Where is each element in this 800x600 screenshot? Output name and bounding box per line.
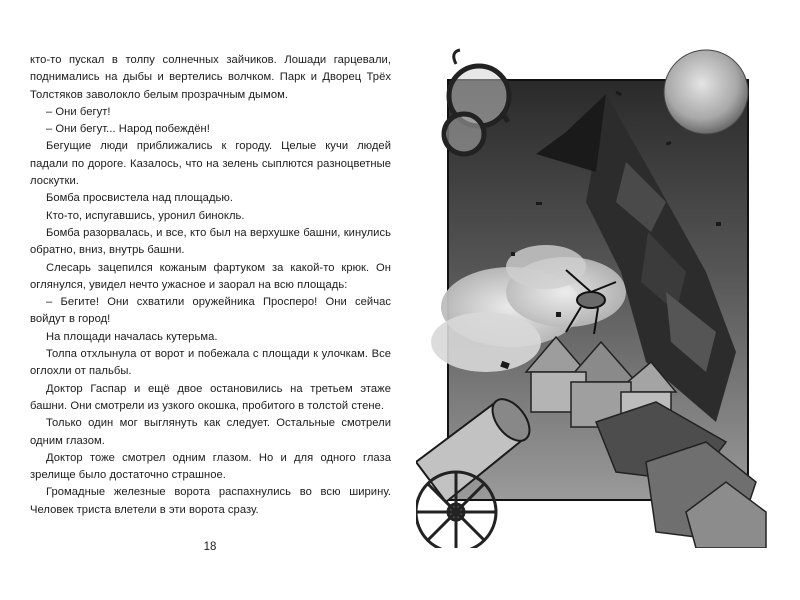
illustration <box>416 42 780 548</box>
paragraph: Кто-то, испугавшись, уронил бинокль. <box>46 209 245 222</box>
paragraph: Доктор Гаспар и ещё двое остановились на третьем этаже башни. Они смотрели из узкого окошка, пробитого в толстой стене. <box>30 382 391 412</box>
page-number: 18 <box>203 541 217 553</box>
paragraph: Бегущие люди приближались к городу. Целые кучи людей падали по дороге. Казалось, что на зелень сыплются разноцветные лоскутки. <box>30 140 391 188</box>
paragraph: – Они бегут... Народ побеждён! <box>46 123 210 136</box>
paragraph: Бомба разорвалась, и все, кто был на верхушке башни, кинулись обратно, вниз, внутрь башни. <box>30 226 391 257</box>
paragraph: – Бегите! Они схватили оружейника Просперо! Они сейчас войдут в город! <box>30 296 391 326</box>
paragraph: кто-то пускал в толпу солнечных зайчиков. Лошади гарцевали, поднимались на дыбы и вертелись волчком. Парк и Дворец Трёх Толстяков заволокло белым прозрачным дымом. <box>30 54 391 101</box>
paragraph: Доктор тоже смотрел одним глазом. Но и для одного глаза зрелище было достаточно страшное. <box>30 451 391 482</box>
wheel <box>416 472 496 548</box>
paragraph: Слесарь зацепился кожаным фартуком за какой-то крюк. Он оглянулся, увидел нечто ужасное и заорал на всю площадь: <box>30 261 391 291</box>
paragraph: – Они бегут! <box>46 105 111 118</box>
left-page-text <box>30 52 391 519</box>
paragraph: Только один мог выглянуть как следует. Остальные смотрели одним глазом. <box>30 417 391 447</box>
illustration-drawing <box>416 42 780 548</box>
moon <box>664 50 748 134</box>
paragraph: Бомба просвистела над площадью. <box>46 192 234 205</box>
paragraph: Толпа отхлынула от ворот и побежала с площади к улочкам. Все оглохли от пальбы. <box>30 348 391 378</box>
paragraph: Громадные железные ворота распахнулись во всю ширину. Человек триста влетели в эти ворота сразу. <box>30 486 391 516</box>
paragraph: На площади началась кутерьма. <box>46 330 218 343</box>
